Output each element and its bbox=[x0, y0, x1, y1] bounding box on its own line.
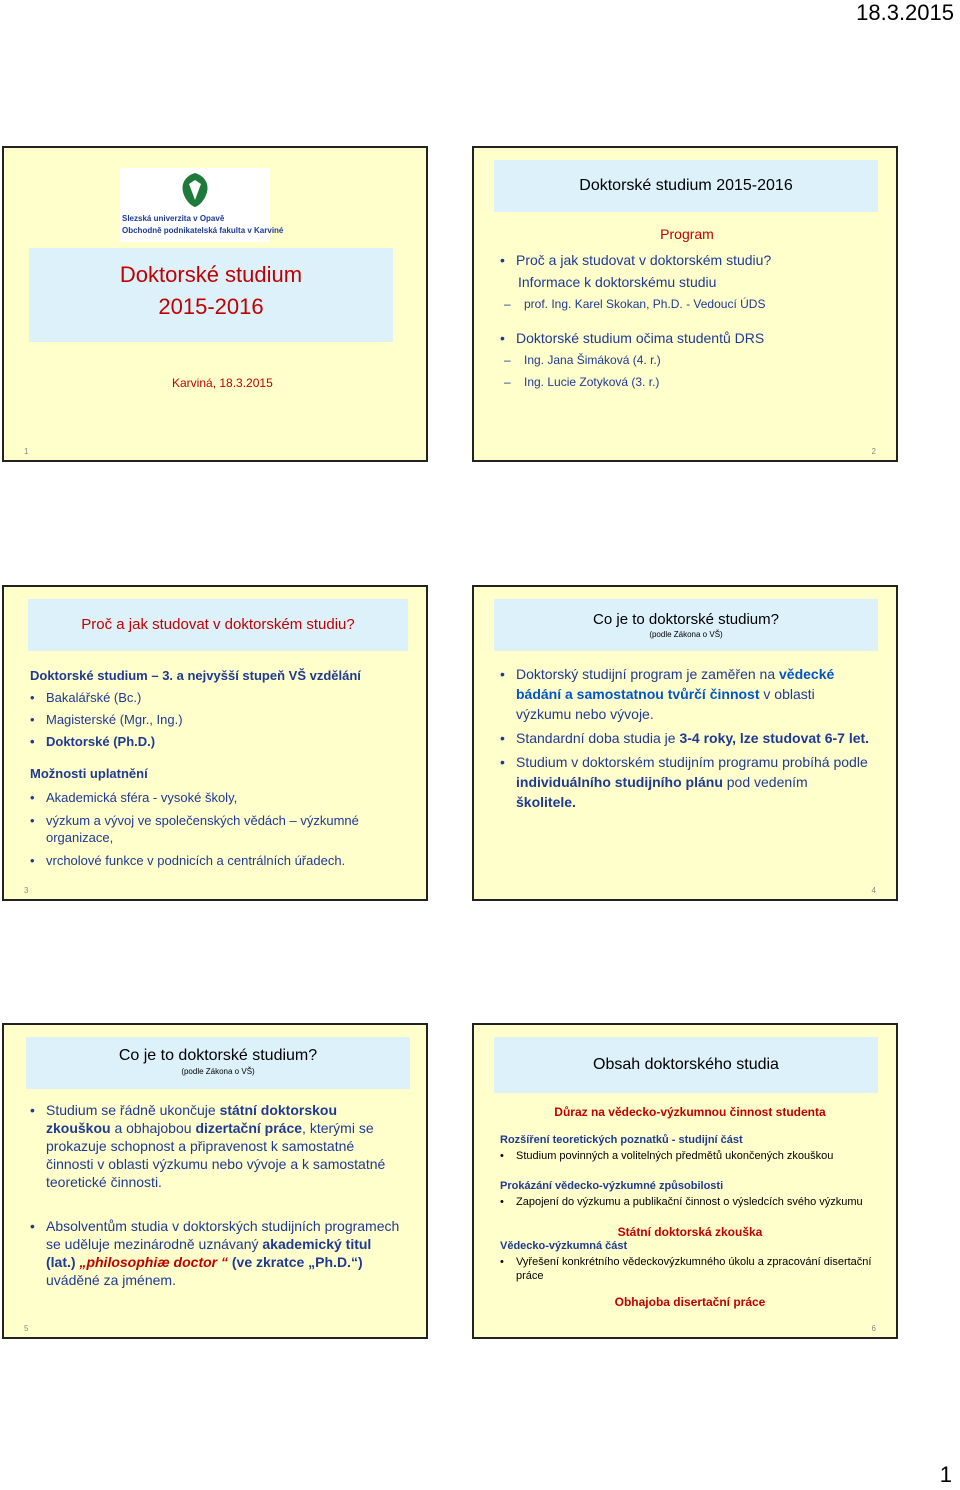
definition-item bbox=[500, 728, 870, 748]
title-box bbox=[494, 1037, 878, 1093]
title-box bbox=[29, 248, 393, 342]
text: Doktorský studijní program je zaměřen na bbox=[516, 666, 779, 682]
text: , kterými se prokazuje schopnost a připravenost k samostatné činnosti v oblasti výzkumu nebo vývoje a k samostatné teoretické činnosti. bbox=[46, 1120, 386, 1190]
slide-title: Obsah doktorského studia bbox=[593, 1056, 779, 1073]
highlight: 3-4 roky, lze studovat 6-7 let. bbox=[679, 730, 870, 746]
header-date: 18.3.2015 bbox=[856, 0, 954, 25]
slide-title: Doktorské studium 2015-2016 bbox=[579, 177, 793, 194]
slide-subtitle: (podle Zákona o VŠ) bbox=[181, 1067, 255, 1076]
highlight: školitele. bbox=[516, 794, 576, 810]
section-heading: Prokázání vědecko-výzkumné způsobilosti bbox=[500, 1180, 724, 1192]
program-subitem: – prof. Ing. Karel Skokan, Ph.D. - Vedoucí ÚDS bbox=[504, 293, 890, 315]
page-number: 1 bbox=[939, 1462, 952, 1487]
slide-6 bbox=[472, 1023, 898, 1339]
career-item: • Akademická sféra - vysoké školy, bbox=[30, 789, 420, 806]
text: Standardní doba studia je bbox=[516, 730, 680, 746]
slide-1 bbox=[2, 146, 428, 462]
highlight: akademický titul (lat.) bbox=[46, 1236, 372, 1270]
section-heading: Státní doktorská zkouška bbox=[617, 1225, 763, 1239]
slide-title: Proč a jak studovat v doktorském studiu? bbox=[81, 616, 355, 633]
slide-body bbox=[500, 664, 870, 812]
text: pod vedením bbox=[722, 774, 808, 790]
slide-body bbox=[30, 1101, 400, 1289]
title-box bbox=[494, 160, 878, 212]
content-item: • Vyřešení konkrétního vědeckovýzkumného úkolu a zpracování disertační práce bbox=[500, 1255, 876, 1283]
content-item: • Zapojení do výzkumu a publikační činnost o výsledcích svého výzkumu bbox=[500, 1195, 880, 1209]
definition-item bbox=[30, 1217, 400, 1289]
program-item: • Proč a jak studovat v doktorském studiu? bbox=[500, 249, 890, 271]
slide-4 bbox=[472, 585, 898, 901]
program-subitem: – Ing. Jana Šimáková (4. r.) bbox=[504, 349, 890, 371]
degree-item: • Doktorské (Ph.D.) bbox=[30, 731, 420, 753]
section-heading: Obhajoba disertační práce bbox=[614, 1295, 766, 1309]
highlight: vědecké bádání a samostatnou tvůrčí činnost bbox=[516, 666, 835, 702]
degree-item: • Bakalářské (Bc.) bbox=[30, 687, 420, 709]
text: Absolventům studia v doktorských studijních programech se uděluje mezinárodně uznávaný bbox=[46, 1218, 400, 1252]
place-date: Karviná, 18.3.2015 bbox=[172, 376, 273, 390]
slide-number: 3 bbox=[24, 886, 29, 895]
slide-body bbox=[500, 1105, 880, 1309]
definition-item bbox=[500, 752, 870, 812]
university-logo bbox=[120, 168, 284, 242]
slide-5 bbox=[2, 1023, 428, 1339]
highlight: dizertační práce bbox=[195, 1120, 303, 1136]
slide-title: Co je to doktorské studium? bbox=[118, 1047, 318, 1064]
title-box bbox=[494, 599, 878, 651]
degree-item: • Magisterské (Mgr., Ing.) bbox=[30, 709, 420, 731]
section-heading: Možnosti uplatnění bbox=[30, 766, 148, 781]
content-item: • Studium povinných a volitelných předmětů ukončených zkouškou bbox=[500, 1149, 880, 1163]
slide-number: 6 bbox=[871, 1324, 876, 1333]
section-heading: Rozšíření teoretických poznatků - studijní část bbox=[500, 1134, 743, 1146]
text: Studium v doktorském studijním programu probíhá podle bbox=[516, 754, 868, 770]
text: a obhajobou bbox=[110, 1120, 196, 1136]
slide-number: 4 bbox=[871, 886, 876, 895]
career-item: • vrcholové funkce v podnicích a centrálních úřadech. bbox=[30, 852, 420, 869]
highlight: „philosophiæ doctor “ bbox=[79, 1254, 228, 1270]
slide-body bbox=[30, 665, 420, 869]
page-title-line1: Doktorské studium bbox=[119, 262, 303, 287]
logo-line1: Slezská univerzita v Opavě bbox=[122, 214, 225, 223]
program-item: Informace k doktorskému studiu bbox=[518, 274, 717, 290]
program-subitem: – Ing. Lucie Zotyková (3. r.) bbox=[504, 371, 890, 393]
definition-item bbox=[30, 1101, 400, 1191]
career-item: • výzkum a vývoj ve společenských vědách – výzkumné organizace, bbox=[30, 812, 366, 846]
section-heading: Doktorské studium – 3. a nejvyšší stupeň VŠ vzdělání bbox=[30, 668, 361, 683]
slide-number: 1 bbox=[24, 447, 29, 456]
section-heading: Důraz na vědecko-výzkumnou činnost studenta bbox=[554, 1105, 826, 1119]
slide-2 bbox=[472, 146, 898, 462]
highlight: individuálního studijního plánu bbox=[516, 774, 723, 790]
slide-3 bbox=[2, 585, 428, 901]
slide-number: 2 bbox=[871, 447, 876, 456]
page-title-line2: 2015-2016 bbox=[158, 294, 264, 319]
slide-title: Co je to doktorské studium? bbox=[593, 611, 779, 628]
logo-line2: Obchodně podnikatelská fakulta v Karviné bbox=[122, 226, 284, 235]
text: uváděné za jménem. bbox=[46, 1272, 176, 1288]
program-heading: Program bbox=[660, 226, 714, 242]
section-heading: Vědecko-výzkumná část bbox=[500, 1240, 628, 1252]
definition-item bbox=[500, 664, 870, 724]
text: Studium se řádně ukončuje bbox=[46, 1102, 220, 1118]
program-list bbox=[500, 249, 890, 393]
slide-number: 5 bbox=[24, 1324, 29, 1333]
highlight: státní doktorskou zkouškou bbox=[46, 1102, 338, 1136]
title-box bbox=[26, 1037, 410, 1089]
text: v oblasti výzkumu nebo vývoje. bbox=[516, 686, 815, 722]
highlight: (ve zkratce „Ph.D.“) bbox=[228, 1254, 363, 1270]
eagle-emblem-icon bbox=[175, 170, 215, 210]
title-box bbox=[28, 599, 408, 651]
slide-subtitle: (podle Zákona o VŠ) bbox=[649, 630, 723, 639]
program-item: • Doktorské studium očima studentů DRS bbox=[500, 327, 890, 349]
